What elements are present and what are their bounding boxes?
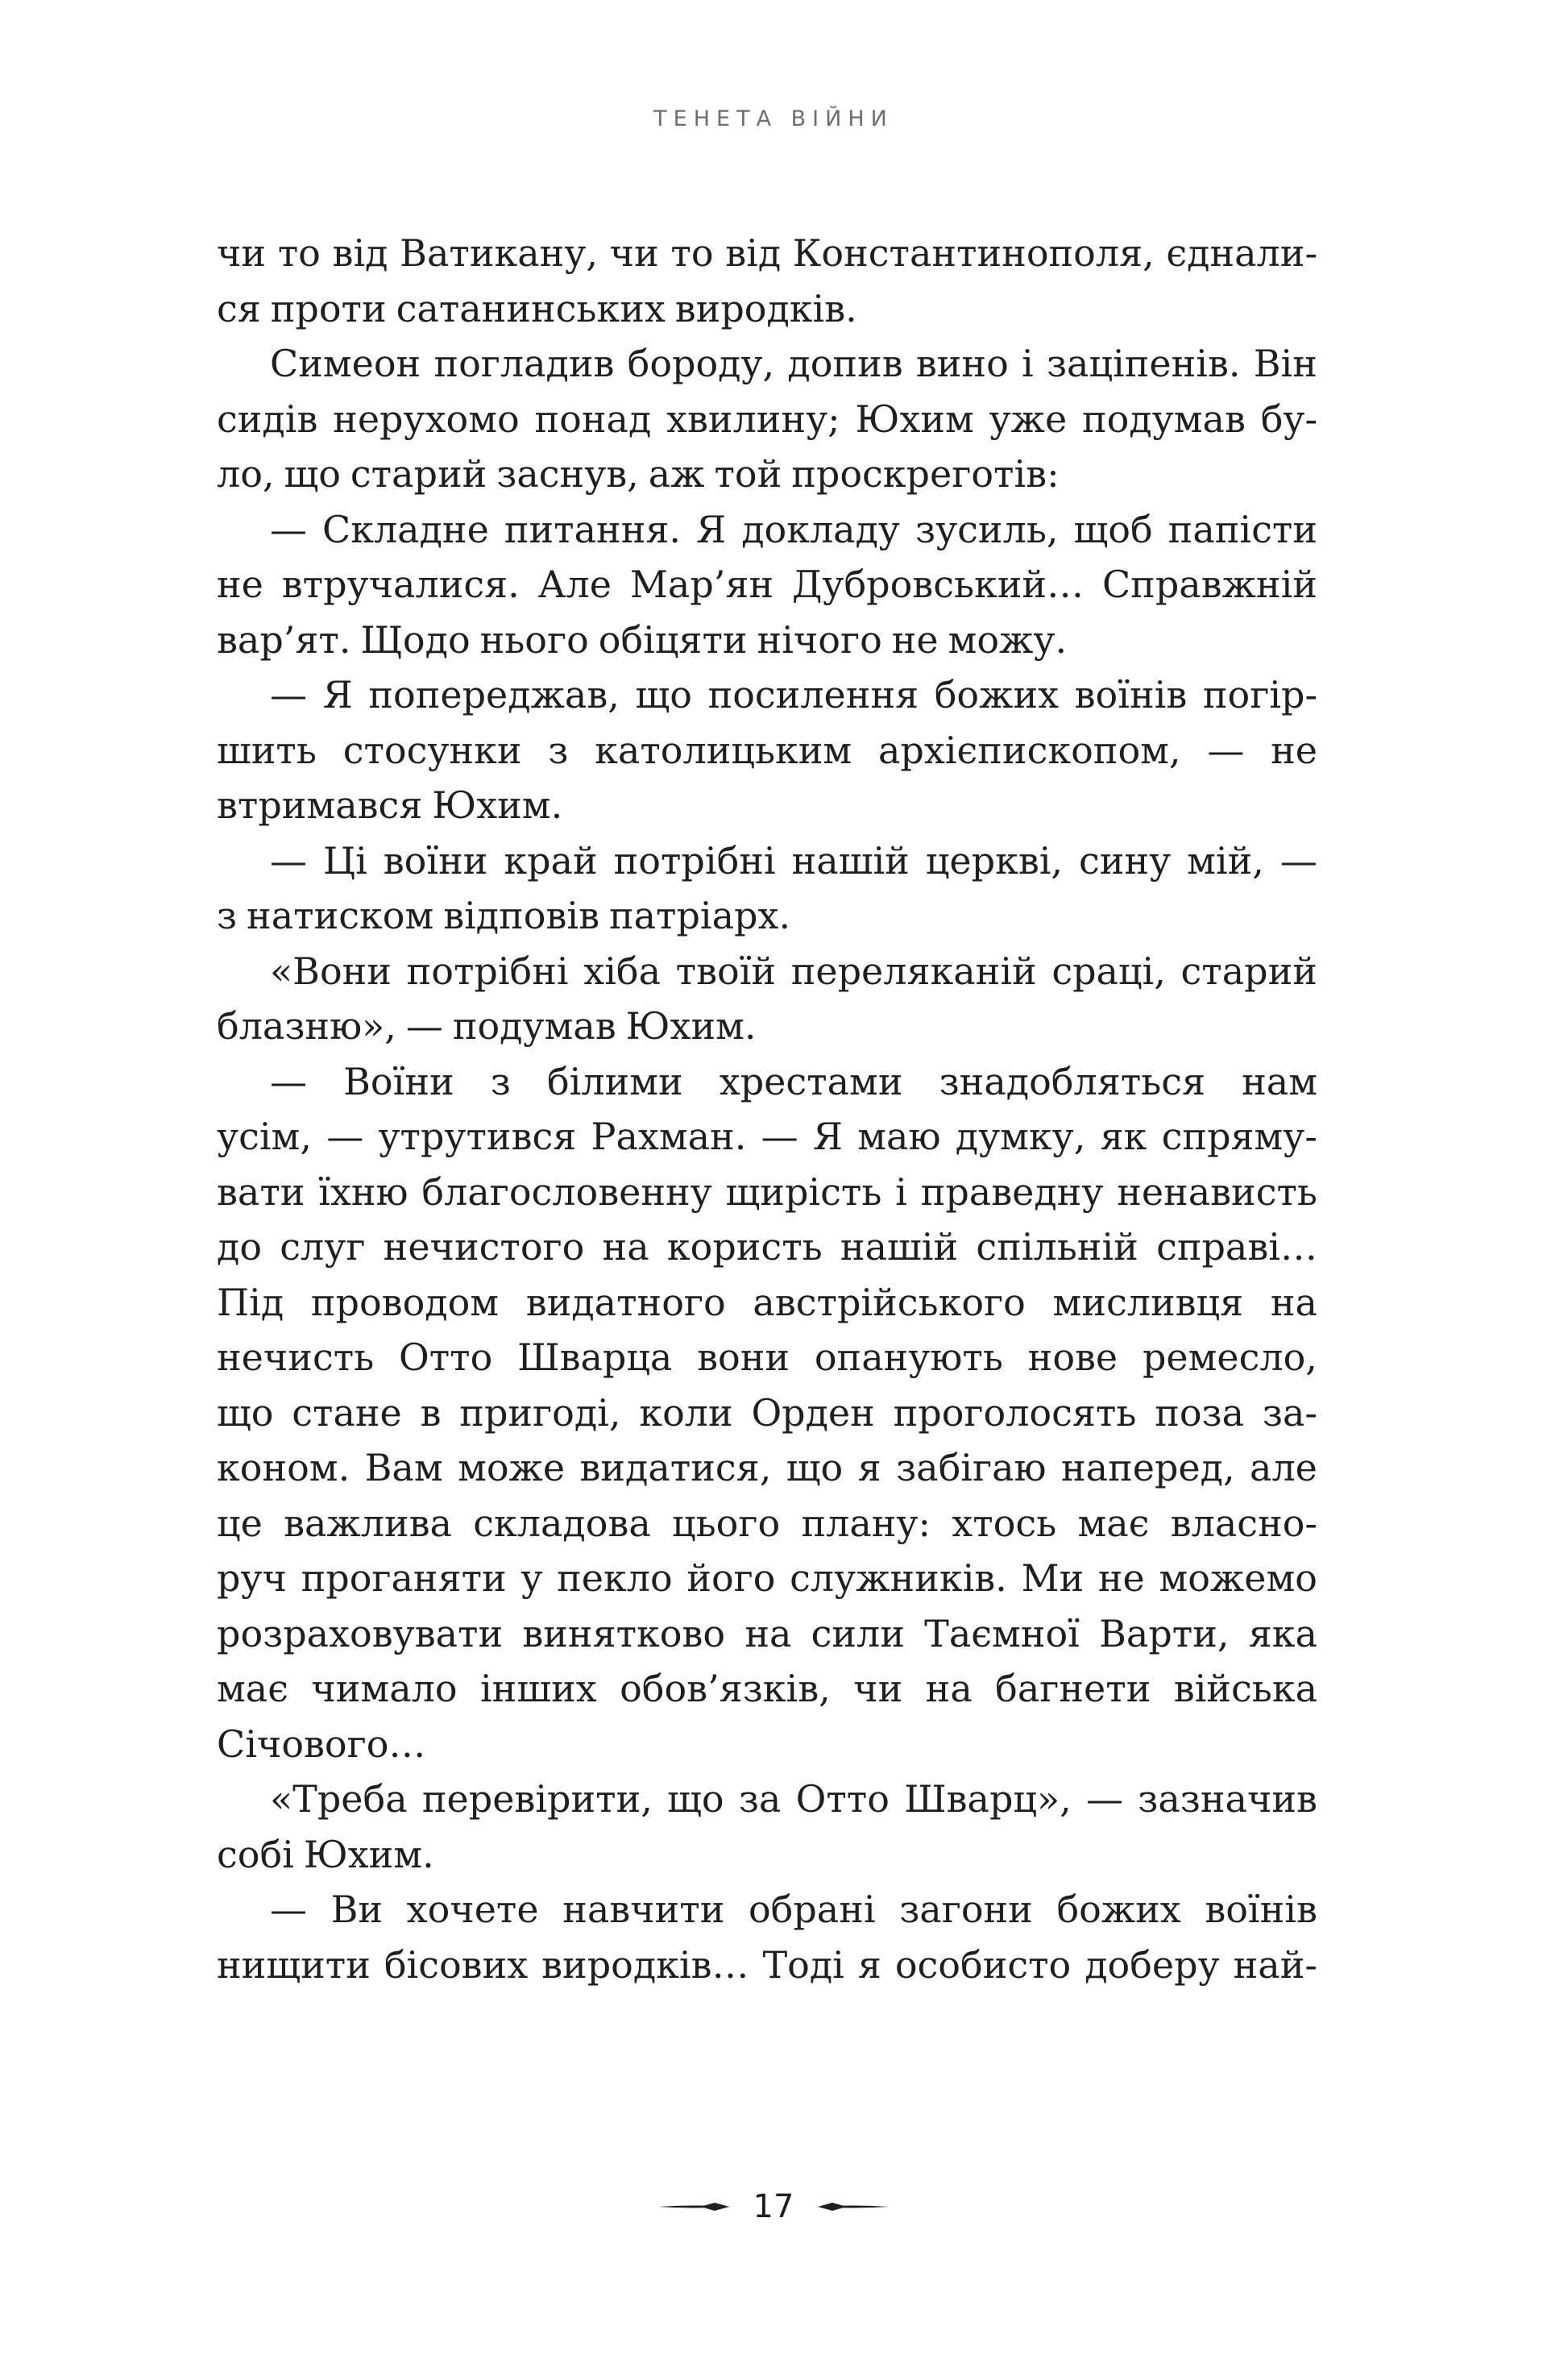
text-line: до слуг нечистого на користь нашій спільній справі… <box>217 1225 1317 1269</box>
text-line: — Воїни з білими хрестами знадобляться нам <box>270 1059 1317 1103</box>
text-line: ся проти сатанинських виродків. <box>217 286 857 330</box>
body-text <box>217 226 1317 1992</box>
text-line: втримався Юхим. <box>217 783 563 827</box>
text-line: не втручалися. Але Мар’ян Дубровський… Справжній <box>217 563 1317 606</box>
text-line: вати їхню благословенну щирість і праведну ненависть <box>217 1169 1317 1214</box>
text-line: блазню», — подумав Юхим. <box>217 1004 757 1048</box>
text-line: усім, — утрутився Рахман. — Я маю думку, як спряму- <box>217 1115 1317 1158</box>
running-head: ТЕНЕТА ВІЙНИ <box>653 106 894 131</box>
text-line: це важлива складова цього плану: хтось має власно- <box>217 1501 1317 1545</box>
text-line: руч проганяти у пекло його служників. Ми не можемо <box>217 1556 1317 1600</box>
text-line: — Ці воїни край потрібні нашій церкві, сину мій, — <box>270 838 1317 883</box>
text-line: вар’ят. Щодо нього обіцяти нічого не можу. <box>217 617 1068 662</box>
text-line: Симеон погладив бороду, допив вино і заціпенів. Він <box>270 342 1317 385</box>
page-number: 17 <box>753 2188 794 2225</box>
text-line: чи то від Ватикану, чи то від Константинополя, єднали- <box>217 231 1317 275</box>
left-ornament <box>658 2200 731 2213</box>
text-line: — Складне питання. Я докладу зусиль, щоб папісти <box>270 507 1317 551</box>
text-line: шить стосунки з католицьким архієпископом, — не <box>217 728 1317 772</box>
right-ornament <box>816 2200 889 2213</box>
page-folio <box>0 2188 1547 2225</box>
text-line: нечисть Отто Шварца вони опанують нове ремесло, <box>217 1335 1317 1379</box>
text-line: що стане в пригоді, коли Орден проголосять поза за- <box>217 1390 1317 1435</box>
text-line: — Я попереджав, що посилення божих воїнів погір- <box>270 673 1317 716</box>
text-line: з натиском відповів патріарх. <box>217 894 791 937</box>
text-line: розраховувати винятково на сили Таємної Варти, яка <box>217 1611 1317 1655</box>
text-line: «Треба перевірити, що за Отто Шварц», — зазначив <box>270 1777 1317 1821</box>
text-line: коном. Вам може видатися, що я забігаю наперед, але <box>217 1446 1317 1489</box>
text-line: сидів нерухомо понад хвилину; Юхим уже подумав бу- <box>217 397 1317 441</box>
text-line: «Вони потрібні хіба твоїй переляканій сраці, старий <box>270 949 1317 993</box>
text-line: Під проводом видатного австрійського мисливця на <box>217 1280 1317 1324</box>
text-line: собі Юхим. <box>217 1832 434 1876</box>
text-line: Січового… <box>217 1722 426 1766</box>
text-line: ло, що старий заснув, аж той проскреготів: <box>217 452 1060 496</box>
text-line: — Ви хочете навчити обрані загони божих воїнів <box>270 1888 1317 1931</box>
text-line: має чимало інших обов’язків, чи на багнети війська <box>217 1667 1317 1710</box>
text-line: нищити бісових виродків… Тоді я особисто доберу най- <box>217 1942 1317 1987</box>
